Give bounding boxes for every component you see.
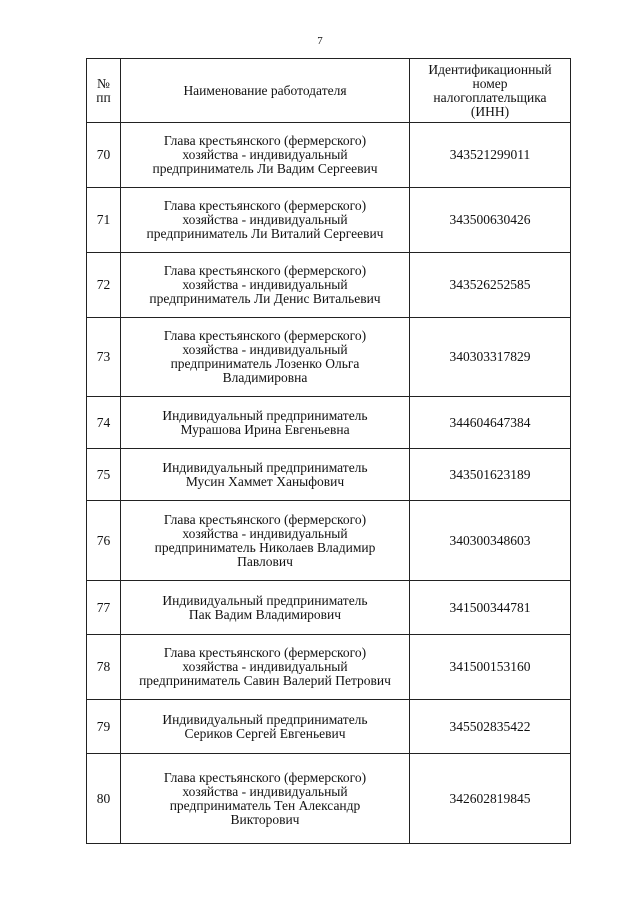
table-row <box>87 700 571 754</box>
table-row <box>87 123 571 188</box>
name-line: хозяйства - индивидуальный <box>182 525 348 541</box>
table-row <box>87 318 571 397</box>
header-number-abbr: пп <box>96 89 111 105</box>
row-number: 78 <box>87 635 121 700</box>
name-line: предприниматель Лозенко Ольга <box>170 356 360 371</box>
table-row <box>87 501 571 581</box>
name-line: Индивидуальный предприниматель <box>162 711 368 727</box>
table-row <box>87 397 571 449</box>
employer-table <box>86 58 571 844</box>
header-inn-line: Идентификационный <box>428 61 552 77</box>
header-inn-line: налогоплательщика <box>433 89 547 105</box>
name-line: предприниматель Ли Вадим Сергеевич <box>152 161 378 176</box>
row-number: 71 <box>87 188 121 253</box>
name-line: Сериков Сергей Евгеньевич <box>184 725 346 741</box>
name-line: предприниматель Ли Денис Витальевич <box>149 291 381 306</box>
row-number: 79 <box>87 700 121 754</box>
inn-value: 343500630426 <box>410 188 571 253</box>
name-line: Мусин Хаммет Ханыфович <box>185 473 345 489</box>
name-line: хозяйства - индивидуальный <box>182 147 348 162</box>
name-line: предприниматель Тен Александр <box>169 797 361 813</box>
employer-name <box>121 754 410 844</box>
name-line: предприниматель Савин Валерий Петрович <box>139 673 391 688</box>
inn-value: 345502835422 <box>410 700 571 754</box>
header-number-symbol: № <box>97 75 110 91</box>
employer-name <box>121 397 410 449</box>
row-number: 80 <box>87 754 121 844</box>
inn-value: 343526252585 <box>410 253 571 318</box>
inn-value: 341500344781 <box>410 581 571 635</box>
table-row <box>87 581 571 635</box>
header-inn-line: (ИНН) <box>470 103 510 119</box>
employer-name <box>121 449 410 501</box>
name-line: Индивидуальный предприниматель <box>162 459 368 475</box>
table-row <box>87 635 571 700</box>
row-number: 70 <box>87 123 121 188</box>
row-number: 73 <box>87 318 121 397</box>
name-line: Глава крестьянского (фермерского) <box>163 645 367 660</box>
employer-name <box>121 581 410 635</box>
employer-name <box>121 501 410 581</box>
employer-name <box>121 123 410 188</box>
row-number: 75 <box>87 449 121 501</box>
name-line: Глава крестьянского (фермерского) <box>163 263 367 278</box>
inn-value: 343501623189 <box>410 449 571 501</box>
header-inn-line: номер <box>472 75 508 91</box>
name-line: Глава крестьянского (фермерского) <box>163 133 367 148</box>
employer-name <box>121 635 410 700</box>
name-line: предприниматель Николаев Владимир <box>154 539 376 555</box>
name-line: Глава крестьянского (фермерского) <box>163 511 367 527</box>
name-line: Глава крестьянского (фермерского) <box>163 198 367 213</box>
name-line: Индивидуальный предприниматель <box>162 592 368 608</box>
name-line: хозяйства - индивидуальный <box>182 659 348 674</box>
row-number: 74 <box>87 397 121 449</box>
name-line: Глава крестьянского (фермерского) <box>163 769 367 785</box>
name-line: хозяйства - индивидуальный <box>182 783 348 799</box>
name-line: Пак Вадим Владимирович <box>188 606 342 622</box>
inn-value: 340303317829 <box>410 318 571 397</box>
row-number: 76 <box>87 501 121 581</box>
header-number <box>87 59 121 123</box>
table-row <box>87 449 571 501</box>
inn-value: 344604647384 <box>410 397 571 449</box>
name-line: хозяйства - индивидуальный <box>182 342 348 357</box>
row-number: 77 <box>87 581 121 635</box>
name-line: предприниматель Ли Виталий Сергеевич <box>146 226 384 241</box>
inn-value: 341500153160 <box>410 635 571 700</box>
row-number: 72 <box>87 253 121 318</box>
name-line: Владимировна <box>222 370 308 385</box>
header-employer-name: Наименование работодателя <box>121 59 410 123</box>
employer-name <box>121 188 410 253</box>
employer-name <box>121 700 410 754</box>
name-line: Павлович <box>237 553 293 569</box>
name-line: хозяйства - индивидуальный <box>182 212 348 227</box>
table-row <box>87 188 571 253</box>
employer-name <box>121 318 410 397</box>
name-line: Индивидуальный предприниматель <box>162 407 368 423</box>
name-line: Мурашова Ирина Евгеньевна <box>180 421 350 437</box>
table-row <box>87 754 571 844</box>
table-row <box>87 253 571 318</box>
employer-name <box>121 253 410 318</box>
name-line: Викторович <box>230 811 300 827</box>
name-line: хозяйства - индивидуальный <box>182 277 348 292</box>
header-inn <box>410 59 571 123</box>
inn-value: 342602819845 <box>410 754 571 844</box>
name-line: Глава крестьянского (фермерского) <box>163 328 367 343</box>
table-header-row <box>87 59 571 123</box>
inn-value: 343521299011 <box>410 123 571 188</box>
page-number: 7 <box>317 35 323 47</box>
inn-value: 340300348603 <box>410 501 571 581</box>
